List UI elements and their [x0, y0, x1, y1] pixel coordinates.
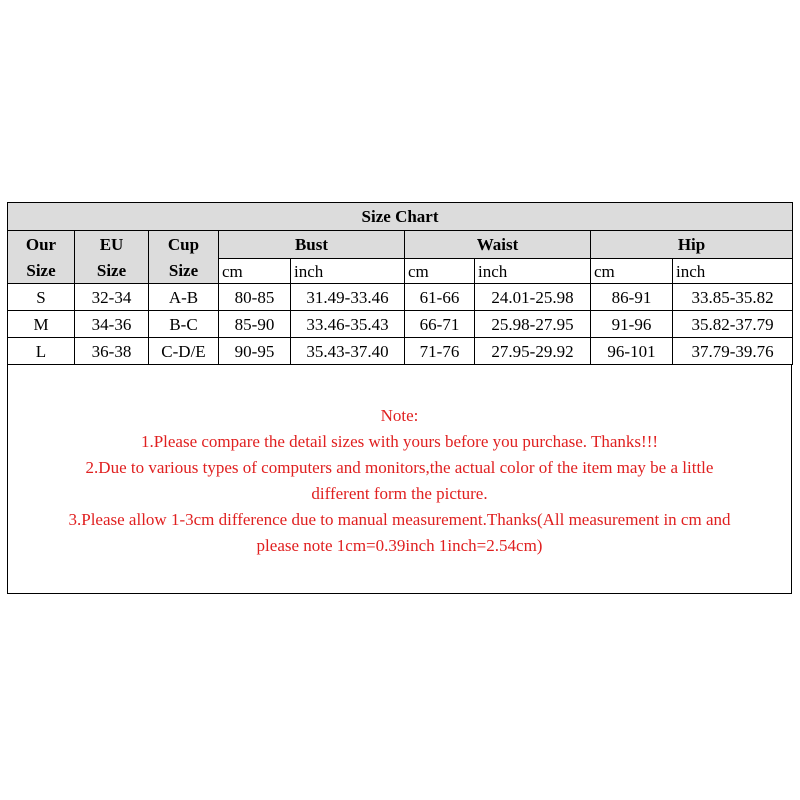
cell-hip-cm: 91-96 [591, 311, 673, 338]
cell-waist-cm: 71-76 [405, 338, 475, 365]
note-text [8, 403, 791, 559]
cell-bust-inch: 33.46-35.43 [291, 311, 405, 338]
cell-waist-cm: 61-66 [405, 284, 475, 311]
cell-cup-size: C-D/E [149, 338, 219, 365]
header-eu-size-line1: EU [75, 231, 149, 259]
cell-waist-cm: 66-71 [405, 311, 475, 338]
note-line-2: 2.Due to various types of computers and monitors,the actual color of the item may be a little [85, 458, 714, 477]
cell-our-size: S [8, 284, 75, 311]
cell-waist-inch: 27.95-29.92 [475, 338, 591, 365]
cell-waist-inch: 24.01-25.98 [475, 284, 591, 311]
note-line-3-cont: please note 1cm=0.39inch 1inch=2.54cm) [256, 536, 543, 555]
header-waist: Waist [405, 231, 591, 259]
cell-cup-size: A-B [149, 284, 219, 311]
cell-hip-inch: 35.82-37.79 [673, 311, 793, 338]
cell-eu-size: 32-34 [75, 284, 149, 311]
cell-waist-inch: 25.98-27.95 [475, 311, 591, 338]
header-waist-cm: cm [405, 259, 475, 284]
note-line-3: 3.Please allow 1-3cm difference due to manual measurement.Thanks(All measurement in cm and [68, 510, 731, 529]
note-box [7, 365, 792, 594]
table-row [8, 284, 793, 311]
cell-bust-cm: 80-85 [219, 284, 291, 311]
cell-our-size: M [8, 311, 75, 338]
header-bust: Bust [219, 231, 405, 259]
header-hip: Hip [591, 231, 793, 259]
cell-cup-size: B-C [149, 311, 219, 338]
cell-bust-inch: 35.43-37.40 [291, 338, 405, 365]
header-eu-size-line2: Size [75, 259, 149, 284]
cell-our-size: L [8, 338, 75, 365]
header-our-size-line2: Size [8, 259, 75, 284]
table-row [8, 338, 793, 365]
cell-hip-cm: 86-91 [591, 284, 673, 311]
cell-eu-size: 36-38 [75, 338, 149, 365]
cell-bust-cm: 90-95 [219, 338, 291, 365]
cell-bust-cm: 85-90 [219, 311, 291, 338]
header-bust-cm: cm [219, 259, 291, 284]
cell-hip-inch: 37.79-39.76 [673, 338, 793, 365]
header-hip-inch: inch [673, 259, 793, 284]
cell-hip-cm: 96-101 [591, 338, 673, 365]
header-cup-size-line2: Size [149, 259, 219, 284]
header-our-size-line1: Our [8, 231, 75, 259]
header-waist-inch: inch [475, 259, 591, 284]
header-bust-inch: inch [291, 259, 405, 284]
cell-hip-inch: 33.85-35.82 [673, 284, 793, 311]
size-chart-title: Size Chart [8, 203, 793, 231]
cell-bust-inch: 31.49-33.46 [291, 284, 405, 311]
note-heading: Note: [380, 406, 419, 425]
cell-eu-size: 34-36 [75, 311, 149, 338]
note-line-2-cont: different form the picture. [311, 484, 488, 503]
header-hip-cm: cm [591, 259, 673, 284]
size-chart-table [7, 202, 793, 365]
header-cup-size-line1: Cup [149, 231, 219, 259]
note-line-1: 1.Please compare the detail sizes with yours before you purchase. Thanks!!! [140, 432, 659, 451]
table-row [8, 311, 793, 338]
